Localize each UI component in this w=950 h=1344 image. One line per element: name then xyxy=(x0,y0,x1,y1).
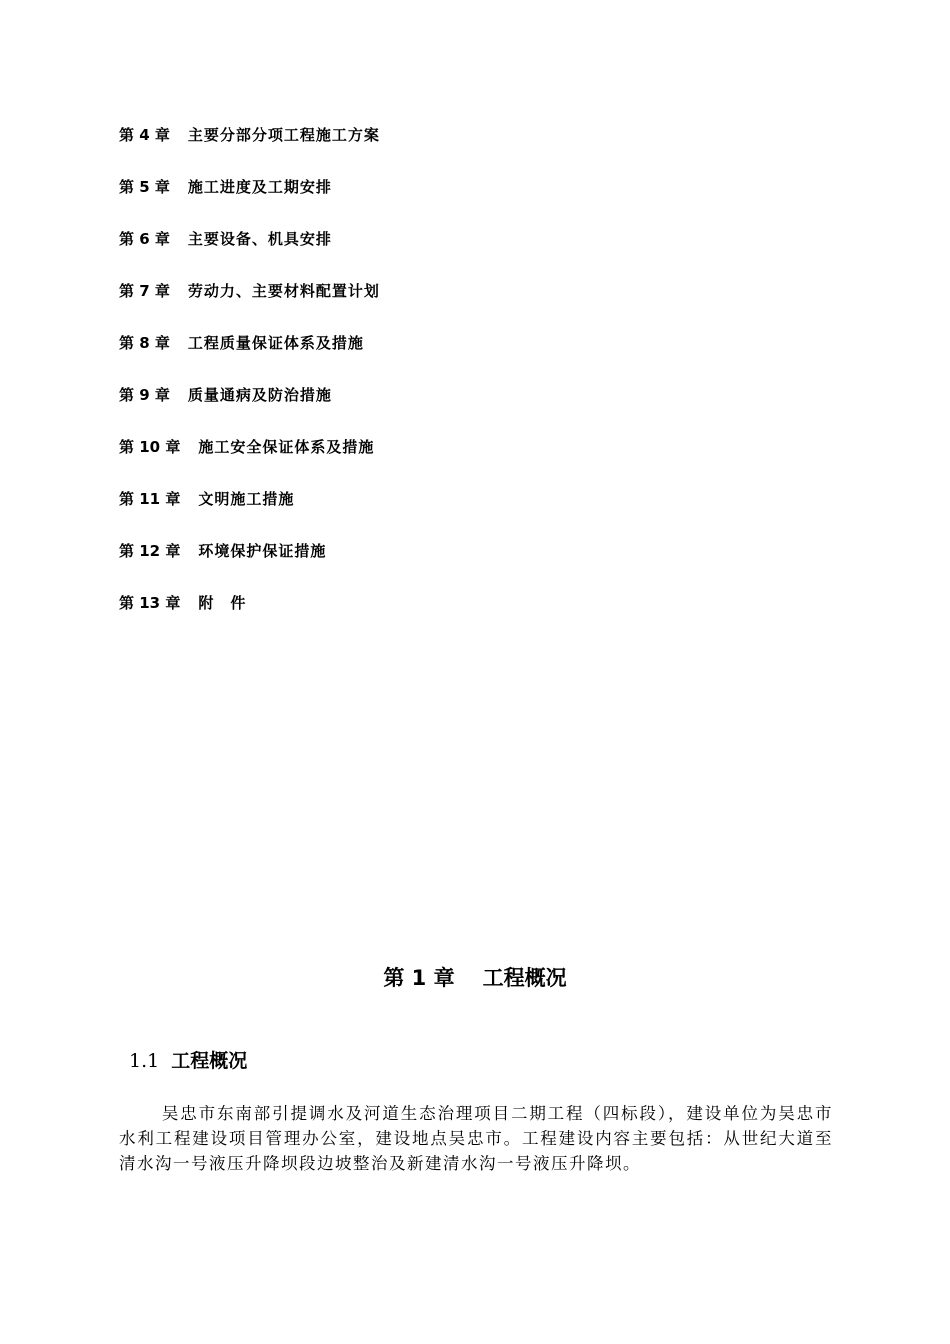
toc-chapter-number: 第 11 章 xyxy=(119,490,181,508)
toc-chapter-title: 施工安全保证体系及措施 xyxy=(198,438,375,456)
section-number: 1.1 xyxy=(129,1050,160,1072)
table-of-contents xyxy=(119,124,380,644)
toc-chapter-title: 文明施工措施 xyxy=(198,490,295,508)
toc-chapter-title: 质量通病及防治措施 xyxy=(187,386,332,404)
toc-chapter-number: 第 13 章 xyxy=(119,594,181,612)
chapter-number: 第 1 章 xyxy=(383,966,455,990)
toc-chapter-number: 第 4 章 xyxy=(119,126,170,144)
chapter-title: 工程概况 xyxy=(482,966,567,990)
toc-chapter-title: 主要分部分项工程施工方案 xyxy=(187,126,380,144)
toc-item xyxy=(119,592,380,644)
toc-chapter-title: 环境保护保证措施 xyxy=(198,542,327,560)
toc-chapter-title: 工程质量保证体系及措施 xyxy=(187,334,364,352)
toc-chapter-number: 第 5 章 xyxy=(119,178,170,196)
toc-item xyxy=(119,436,380,488)
chapter-heading xyxy=(0,962,950,992)
toc-item xyxy=(119,124,380,176)
toc-chapter-title: 劳动力、主要材料配置计划 xyxy=(187,282,380,300)
toc-chapter-number: 第 6 章 xyxy=(119,230,170,248)
toc-item xyxy=(119,540,380,592)
toc-item xyxy=(119,384,380,436)
toc-item xyxy=(119,488,380,540)
section-title: 工程概况 xyxy=(171,1050,248,1072)
toc-chapter-number: 第 10 章 xyxy=(119,438,181,456)
toc-item xyxy=(119,332,380,384)
toc-chapter-title: 施工进度及工期安排 xyxy=(187,178,332,196)
toc-item xyxy=(119,280,380,332)
toc-item xyxy=(119,228,380,280)
toc-chapter-number: 第 8 章 xyxy=(119,334,170,352)
toc-chapter-number: 第 7 章 xyxy=(119,282,170,300)
toc-item xyxy=(119,176,380,228)
body-paragraph: 吴忠市东南部引提调水及河道生态治理项目二期工程（四标段），建设单位为吴忠市水利工程建设项目管理办公室，建设地点吴忠市。工程建设内容主要包括：从世纪大道至清水沟一号液压升降坝段边坡整治及新建清水沟一号液压升降坝。 xyxy=(119,1103,833,1173)
toc-chapter-number: 第 12 章 xyxy=(119,542,181,560)
toc-chapter-title: 附 件 xyxy=(198,594,247,612)
section-heading xyxy=(129,1046,247,1073)
toc-chapter-number: 第 9 章 xyxy=(119,386,170,404)
toc-chapter-title: 主要设备、机具安排 xyxy=(187,230,332,248)
